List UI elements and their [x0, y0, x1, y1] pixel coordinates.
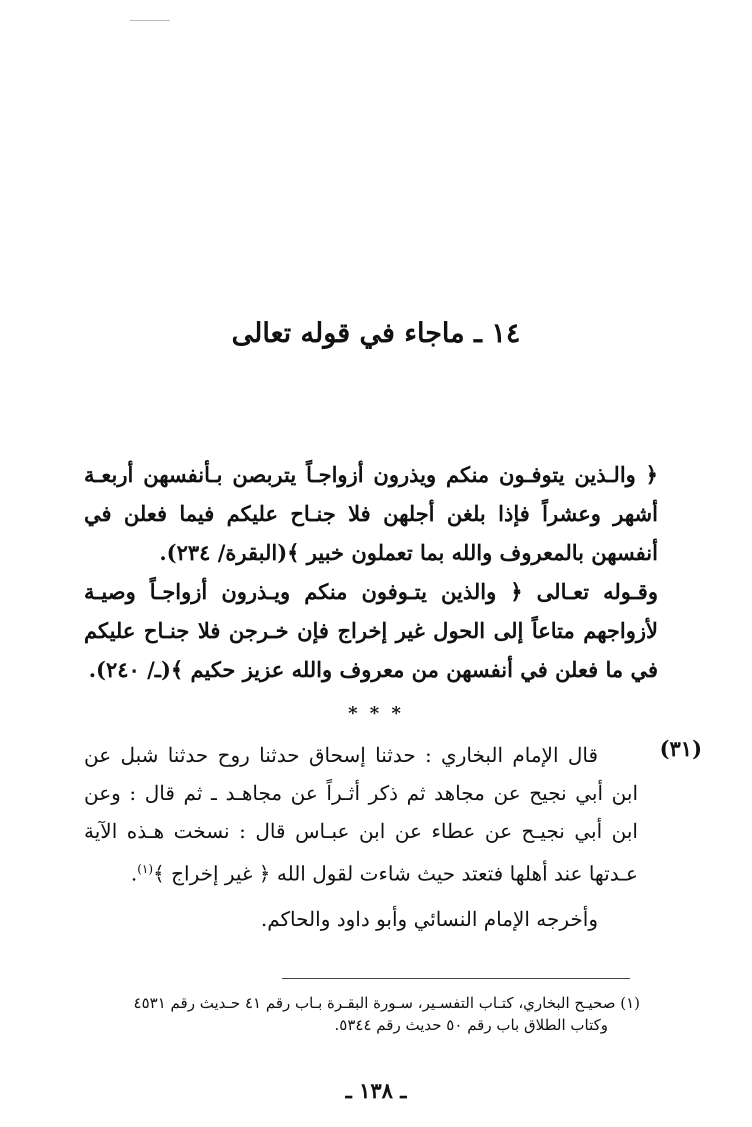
footnote-line-2: وكتاب الطلاق باب رقم ٥٠ حديث رقم ٥٣٤٤.: [334, 1016, 608, 1034]
footnote-reference[interactable]: (١): [137, 862, 154, 876]
footnote: [84, 992, 640, 1036]
verse-240: وقـوله تعـالى ﴿ والذين يتـوفون منكم ويـذرون أزواجـاً وصيـة لأزواجهم متاعاً إلى الحول غير إخراج فإن خـرجن فلا جنـاح عليكم في ما فعلن في أنفسهن من معروف والله عزيز حكيم ﴾(ـ/ ٢٤٠).: [84, 579, 658, 682]
quran-verses: [84, 455, 658, 689]
hadith-end-mark: .: [130, 861, 138, 886]
footnote-divider: [282, 978, 630, 979]
hadith-number: (٣١): [659, 736, 702, 761]
hadith-block: [84, 736, 638, 893]
chapter-title: ١٤ ـ ماجاء في قوله تعالى: [231, 318, 521, 349]
section-separator: * * *: [348, 703, 404, 724]
scan-mark: [130, 20, 170, 21]
takhrij-text: وأخرجه الإمام النسائي وأبو داود والحاكم.: [260, 907, 598, 931]
hadith-text: قال الإمام البخاري : حدثنا إسحاق حدثنا روح حدثنا شبل عن ابن أبي نجيح عن مجاهد ثم ذكر أثـراً عن مجاهـد ـ ثم قال : وعن ابن أبي نجيـح عن عطاء عن ابن عبـاس قال : نسخت هـذه الآية عـدتها عند أهلها فتعتد حيث شاءت لقول الله ﴿ غير إخراج ﴾: [84, 743, 638, 886]
hadith-text-paragraph: [84, 736, 638, 893]
verse-234: ﴿ والـذين يتوفـون منكم ويذرون أزواجـاً يتربصن بـأنفسهن أربعـة أشهر وعشراً فإذا بلغن أجلهن فلا جنـاح عليكم فيما فعلن في أنفسهن بالمعروف والله بما تعملون خبير ﴾(البقرة/ ٢٣٤).: [84, 462, 658, 565]
page-number: ـ ١٣٨ ـ: [345, 1078, 407, 1103]
footnote-line-1: (١) صحيـح البخاري، كتـاب التفسـير، سـورة البقـرة بـاب رقم ٤١ حـديث رقم ٤٥٣١: [133, 994, 640, 1012]
